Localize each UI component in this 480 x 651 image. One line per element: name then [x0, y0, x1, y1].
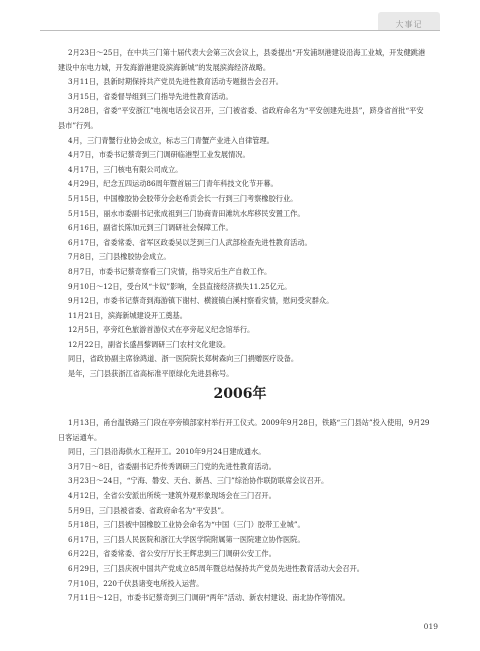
chronicle-entry: 同日，省政协副主席徐鸿道、浙一医院院长郑树森向三门捐赠医疗设备。 [68, 354, 299, 364]
chronicle-entry: 12月22日，副省长盛昌黎调研三门农村文化建设。 [68, 339, 231, 349]
chronicle-entry: 1月13日，甬台温铁路三门段在亭旁镇部家村举行开工仪式。2009年9月28日，铁路“三门县站”投入使用，9月29日客运通车。 [58, 418, 430, 442]
chronicle-entry: 5月18日，三门县被中国橡胶工业协会命名为“中国（三门）胶带工业城”。 [68, 520, 305, 530]
chronicle-entry: 3月7日～8日，省委副书记乔传秀调研三门党的先进性教育活动。 [68, 461, 276, 471]
chronicle-section-2006 [58, 416, 430, 606]
chronicle-entry: 4月7日，市委书记蔡奇到三门调研临港型工业发展情况。 [68, 150, 250, 160]
chronicle-entry: 3月11日，县新时期保持共产党员先进性教育活动专题报告会召开。 [68, 77, 283, 87]
chronicle-entry: 2月23日～25日，在中共三门第十届代表大会第三次会议上，县委提出“开发浦坝港建设沿海工业城，开发健跳港建设中东电力城，开发海游港建设滨海新城”的发展滨海经济战略。 [58, 48, 426, 72]
chronicle-entry: 3月28日，省委“平安浙江”电视电话会议召开，三门被省委、省政府命名为“平安创建先进县”，跻身省首批“平安县市”行列。 [58, 106, 424, 130]
running-header-title: 大事记 [395, 20, 423, 29]
chronicle-entry: 5月15日，丽水市委副书记张成祖到三门协商青田滩坑水库移民安置工作。 [68, 208, 305, 218]
header-rule [40, 30, 440, 31]
chronicle-entry: 同日，三门县沿海供水工程开工。2010年9月24日建成通水。 [68, 447, 266, 457]
chronicle-entry: 5月15日，中国橡胶协会胶带分会赵希贡会长一行到三门考察橡胶行业。 [68, 193, 298, 203]
chronicle-section-2005 [58, 46, 430, 382]
chronicle-entry: 4月17日，三门核电有限公司成立。 [68, 164, 183, 174]
year-heading: 2006年 [213, 386, 267, 402]
chronicle-entry: 9月12日，市委书记蔡奇到海游镇下谢村、横渡镇白溪村察看灾情，慰问受灾群众。 [68, 296, 334, 306]
chronicle-entry: 4月29日，纪念五四运动86周年暨首届三门青年科技文化节开幕。 [68, 179, 278, 189]
chronicle-entry: 4月12日，全省公安派出所统一建筑外观形象现场会在三门召开。 [68, 490, 276, 500]
page-header [0, 0, 480, 36]
chronicle-entry: 6月22日，省委常委、省公安厅厅长王辉忠到三门调研公安工作。 [68, 549, 276, 559]
chronicle-entry: 6月17日，省委常委、省军区政委吴以芝到三门人武部检查先进性教育活动。 [68, 237, 312, 247]
chronicle-entry: 6月29日，三门县庆祝中国共产党成立85周年暨总结保持共产党员先进性教育活动大会召开。 [68, 563, 364, 573]
chronicle-entry: 7月11日～12日，市委书记蔡奇到三门调研“两年”活动、新农村建设、南北协作等情况。 [68, 593, 350, 603]
chronicle-entry: 11月21日，滨海新城建设开工奠基。 [68, 310, 187, 320]
chronicle-entry: 是年，三门县获浙江省高标准平原绿化先进县称号。 [68, 369, 234, 379]
chronicle-entry: 4月，三门青蟹行业协会成立，标志三门青蟹产业进入自律管理。 [68, 135, 274, 145]
chronicle-entry: 9月10日～12日，受台风“卡奴”影响，全县直接经济损失11.25亿元。 [68, 281, 292, 291]
chronicle-entry: 3月15日，省委督导组到三门指导先进性教育活动。 [68, 91, 233, 101]
header-tab [378, 12, 440, 30]
chronicle-entry: 7月10日，220千伏县诸变电所投入运营。 [68, 578, 204, 588]
page-number: 019 [423, 622, 438, 631]
chronicle-entry: 12月5日，亭旁红色旅游首游仪式在亭旁起义纪念馆举行。 [68, 325, 255, 335]
chronicle-entry: 7月8日，三门县橡胶协会成立。 [68, 252, 171, 262]
chronicle-entry: 3月23日～24日，“宁海、磐安、天台、新昌、三门”综治协作联防联席会议召开。 [68, 476, 329, 486]
chronicle-entry: 8月7日，市委书记蔡奇察看三门灾情，指导灾后生产自救工作。 [68, 266, 272, 276]
chronicle-entry: 6月17日，三门县人民医院和浙江大学医学院附属第一医院建立协作医院。 [68, 534, 305, 544]
chronicle-entry: 5月9日，三门县被省委、省政府命名为“平安县”。 [68, 505, 229, 515]
chronicle-entry: 6月16日，副省长陈加元到三门调研社会保障工作。 [68, 223, 233, 233]
